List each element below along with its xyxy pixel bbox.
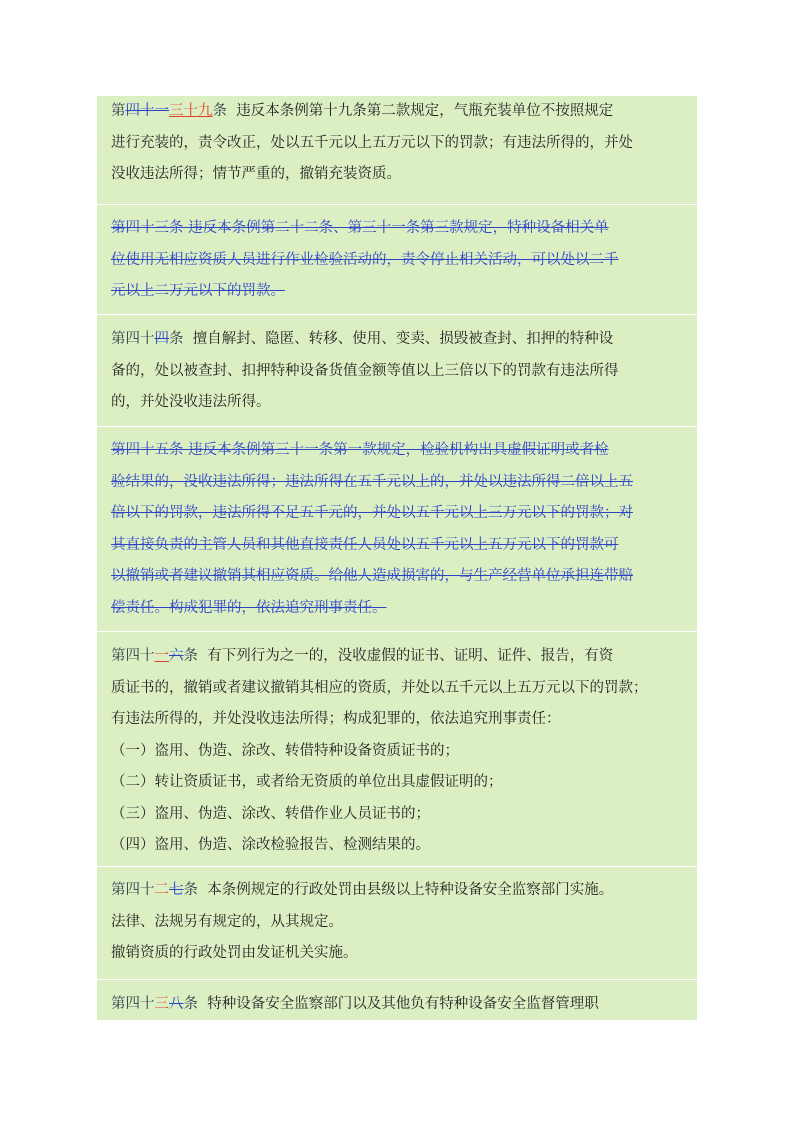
- document-page: [97, 96, 697, 1020]
- article-text-line: 撤销资质的行政处罚由发证机关实施。: [111, 945, 358, 961]
- deleted-number: 六: [169, 648, 184, 664]
- article-41: [111, 641, 686, 862]
- paragraph-divider: [97, 631, 697, 632]
- deleted-text-line: 验结果的，没收违法所得；违法所得在五千元以上的，并处以违法所得二倍以上五: [111, 473, 633, 490]
- deleted-text-line: 其直接负责的主管人员和其他直接责任人员处以五千元以上五万元以下的罚款可: [111, 536, 619, 553]
- deleted-number: 四十一: [125, 103, 169, 119]
- article-suffix: 条: [183, 648, 198, 664]
- article-prefix: 第四十: [111, 882, 155, 898]
- inserted-number: 一: [154, 648, 169, 664]
- list-item: （三）盗用、伪造、涂改、转借作业人员证书的；: [111, 805, 430, 822]
- inserted-number: 三十九: [169, 103, 213, 119]
- article-40: [111, 324, 686, 419]
- paragraph-divider: [97, 979, 697, 980]
- article-text-line: 违反本条例第十九条第二款规定，气瓶充装单位不按照规定: [236, 103, 614, 119]
- deleted-number: 四: [154, 331, 169, 347]
- article-42: [111, 875, 686, 970]
- list-item: （一）盗用、伪造、涂改、转借特种设备资质证书的；: [111, 742, 459, 759]
- paragraph-divider: [97, 314, 697, 315]
- article-text-line: 进行充装的，责令改正，处以五千元以上五万元以下的罚款；有违法所得的，并处: [111, 134, 633, 151]
- deleted-text-line: 第四十五条 违反本条例第三十一条第一款规定，检验机构出具虚假证明或者检: [111, 442, 609, 458]
- article-prefix: 第四十: [111, 648, 155, 664]
- deleted-text-line: 偿责任。构成犯罪的，依法追究刑事责任。: [111, 599, 387, 616]
- article-suffix: 条: [183, 882, 198, 898]
- deleted-article-43: [111, 213, 686, 308]
- deleted-text-line: 以撤销或者建议撤销其相应资质。给他人造成损害的，与生产经营单位承担连带赔: [111, 568, 633, 584]
- deleted-text-line: 第四十三条 违反本条例第二十二条、第三十一条第三款规定，特种设备相关单: [111, 220, 609, 236]
- article-prefix: 第四十: [111, 996, 155, 1012]
- deleted-text-line: 倍以下的罚款，违法所得不足五千元的，并处以五千元以上三万元以下的罚款；对: [111, 505, 633, 521]
- article-text-line: 特种设备安全监察部门以及其他负有特种设备安全监督管理职: [207, 996, 599, 1012]
- article-text-line: 本条例规定的行政处罚由县级以上特种设备安全监察部门实施。: [207, 882, 614, 898]
- inserted-number: 二: [154, 882, 169, 898]
- article-text-line: 法律、法规另有规定的，从其规定。: [111, 913, 343, 930]
- paragraph-divider: [97, 426, 697, 427]
- list-item: （四）盗用、伪造、涂改检验报告、检测结果的。: [111, 837, 430, 853]
- article-prefix: 第: [111, 103, 126, 119]
- article-text-line: 备的，处以被查封、扣押特种设备货值金额等值以上三倍以下的罚款有违法所得: [111, 362, 619, 379]
- deleted-number: 七: [169, 882, 184, 898]
- article-text-line: 有下列行为之一的，没收虚假的证书、证明、证件、报告，有资: [207, 648, 614, 664]
- paragraph-divider: [97, 204, 697, 205]
- deleted-text-line: 位使用无相应资质人员进行作业检验活动的，责令停止相关活动，可以处以二千: [111, 251, 619, 268]
- article-text-line: 没收违法所得；情节严重的，撤销充装资质。: [111, 166, 401, 182]
- article-text-line: 有违法所得的，并处没收违法所得；构成犯罪的，依法追究刑事责任：: [111, 711, 561, 727]
- article-39: [111, 96, 686, 191]
- article-text-line: 质证书的，撤销或者建议撤销其相应的资质，并处以五千元以上五万元以下的罚款；: [111, 679, 648, 696]
- article-43: [111, 989, 686, 1020]
- deleted-text-line: 元以上二万元以下的罚款。: [111, 283, 285, 299]
- article-prefix: 第四十: [111, 331, 155, 347]
- paragraph-divider: [97, 866, 697, 867]
- article-text-line: 的，并处没收违法所得。: [111, 394, 271, 410]
- inserted-number: 三: [154, 996, 169, 1012]
- deleted-article-45: [111, 435, 686, 624]
- deleted-number: 八: [169, 996, 184, 1012]
- article-suffix: 条: [169, 331, 184, 347]
- article-text-line: 擅自解封、隐匿、转移、使用、变卖、损毁被查封、扣押的特种设: [192, 331, 614, 347]
- list-item: （二）转让资质证书，或者给无资质的单位出具虚假证明的；: [111, 774, 503, 790]
- article-suffix: 条: [212, 103, 227, 119]
- article-suffix: 条: [183, 996, 198, 1012]
